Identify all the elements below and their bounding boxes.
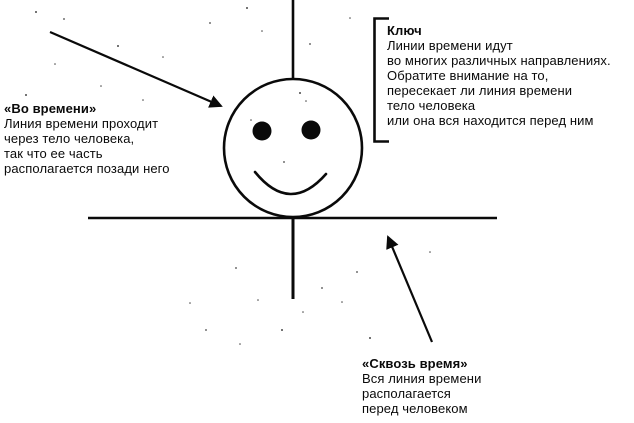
through-time-title: «Сквозь время» — [362, 356, 468, 371]
key-title: Ключ — [387, 23, 422, 38]
key-line: пересекает ли линия времени — [387, 83, 573, 98]
through-time-label — [362, 356, 481, 416]
key-note — [387, 23, 611, 128]
key-line: или она вся находится перед ним — [387, 113, 594, 128]
in-time-line: через тело человека, — [4, 131, 135, 146]
key-line: Обратите внимание на то, — [387, 68, 549, 83]
in-time-title: «Во времени» — [4, 101, 97, 116]
arrow-up-left-icon — [388, 237, 432, 342]
key-line: во многих различных направлениях. — [387, 53, 611, 68]
in-time-label — [4, 101, 170, 176]
smiley-face-icon — [224, 79, 362, 217]
face-outline — [224, 79, 362, 217]
in-time-line: Линия времени проходит — [4, 116, 159, 131]
through-time-line: перед человеком — [362, 401, 468, 416]
right-eye — [302, 121, 321, 140]
in-time-line: располагается позади него — [4, 161, 170, 176]
through-time-line: располагается — [362, 386, 451, 401]
left-eye — [253, 122, 272, 141]
arrow-down-right-icon — [50, 32, 221, 106]
in-time-line: так что ее часть — [4, 146, 103, 161]
key-line: Линии времени идут — [387, 38, 513, 53]
key-line: тело человека — [387, 98, 476, 113]
through-time-line: Вся линия времени — [362, 371, 482, 386]
